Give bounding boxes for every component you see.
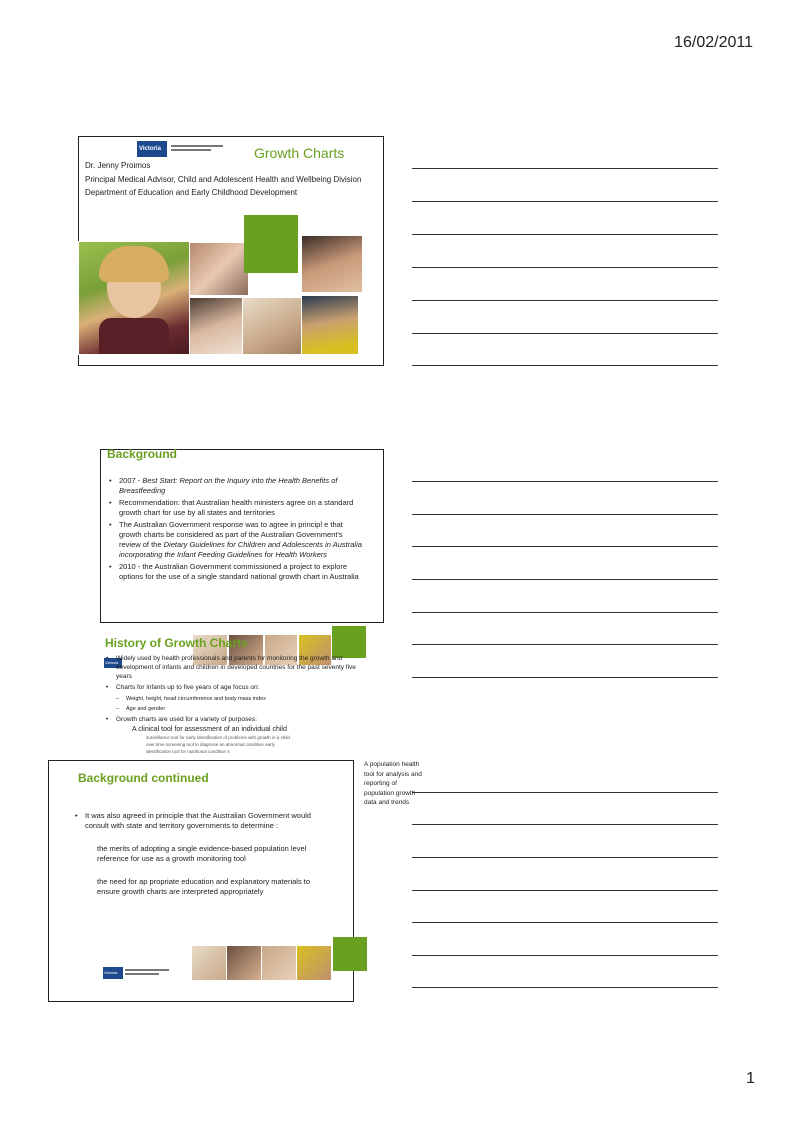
- bullet-item: • Recommendation: that Australian health ministers agree on a standard growth chart for use by all states and territories: [109, 498, 365, 518]
- note-line: [412, 922, 718, 923]
- photo-boy-hat: [301, 295, 359, 355]
- note-line: [412, 824, 718, 825]
- sub-bullet-list: [116, 694, 346, 714]
- note-line: [412, 857, 718, 858]
- slide-title-text: Growth Charts: [254, 145, 345, 161]
- slide-history: [100, 626, 382, 760]
- presenter-role: Principal Medical Advisor, Child and Adolescent Health and Wellbeing Division: [85, 175, 362, 184]
- note-line: [412, 300, 718, 301]
- bullet-item: • Widely used by health professionals and parents for monitoring the growth and development of infants and children in developed countries for the past seventy five years: [106, 654, 358, 681]
- presenter-dept: Department of Education and Early Childhood Development: [85, 188, 298, 197]
- logo-lines: [171, 145, 223, 153]
- print-date: 16/02/2011: [674, 34, 753, 51]
- bullet-item: • It was also agreed in principle that the Australian Government would consult with state and territory governments to determine :: [75, 811, 315, 831]
- bullet-item: • Growth charts are used for a variety of purposes:: [106, 715, 358, 724]
- note-line: [412, 201, 718, 202]
- note-line: [412, 677, 718, 678]
- photo-strip-4: [296, 945, 332, 981]
- logo-lines: [125, 969, 169, 977]
- logo-text: Victoria: [105, 660, 119, 665]
- photo-adult-baby: [189, 297, 243, 355]
- bullet-list: [106, 654, 358, 694]
- bullet-list: [75, 811, 315, 831]
- photo-baby-mother: [189, 242, 249, 296]
- note-line: [412, 579, 718, 580]
- slide-title-text: Background: [107, 447, 178, 461]
- slide-paragraph: the merits of adopting a single evidence-based population level reference for use as a growth monitoring tool: [97, 844, 307, 863]
- logo-text: Victoria: [139, 146, 161, 152]
- photo-drawing: [242, 297, 302, 355]
- photo-strip-2: [226, 945, 262, 981]
- note-line: [412, 955, 718, 956]
- sub-bullet-item: – Weight, height, head circumference and body mass index: [116, 694, 346, 704]
- page-number: 1: [746, 1070, 755, 1087]
- green-square: [333, 937, 367, 971]
- note-line: [412, 365, 718, 366]
- note-line: [412, 546, 718, 547]
- photo-strip-1: [191, 945, 227, 981]
- slide-title-text: Background continued: [78, 771, 209, 785]
- clinical-tool-item: surveillance tool for early identification of problems with growth in a child: [146, 735, 290, 740]
- slide-background: [100, 449, 384, 623]
- clinical-tool-item: identification tool for nutritional condition s: [146, 749, 230, 754]
- bullet-item: • 2010 - the Australian Government commissioned a project to explore options for the use of a single standard national growth chart in Australia: [109, 562, 365, 582]
- photo-father-baby: [301, 235, 363, 293]
- logo-text: Victoria: [104, 970, 118, 975]
- note-line: [412, 890, 718, 891]
- slide-title-text: History of Growth Charts: [105, 636, 248, 650]
- note-line: [412, 168, 718, 169]
- clinical-tool-item: over time screening tool to diagnose an abnormal condition early: [146, 742, 275, 747]
- clinical-tool-heading: A clinical tool for assessment of an individual child: [132, 726, 287, 733]
- bullet-list: [109, 476, 365, 584]
- slide-background-continued: [48, 760, 354, 1002]
- bullet-item: • 2007 - Best Start: Report on the Inquiry into the Health Benefits of Breastfeeding: [109, 476, 365, 496]
- note-line: [412, 333, 718, 334]
- victoria-logo: [137, 141, 167, 157]
- photo-strip-3: [261, 945, 297, 981]
- bullet-list: [106, 715, 358, 724]
- victoria-logo: [103, 967, 123, 979]
- bullet-item: • The Australian Government response was to agree in principl e that growth charts be considered as part of the Australian Government's review of the Dietary Guidelines for Children and Adolescents in Australia incorporating the Infant Feeding Guidelines for Health Workers: [109, 520, 365, 560]
- slide-title: [78, 136, 384, 366]
- note-line: [412, 612, 718, 613]
- bullet-item: • Charts for infants up to five years of age focus on:: [106, 683, 358, 692]
- note-line: [412, 234, 718, 235]
- photo-girl: [78, 241, 190, 355]
- note-line: [412, 514, 718, 515]
- note-line: [412, 644, 718, 645]
- population-note: A population health tool for analysis and reporting of population growth data and trends: [364, 761, 422, 806]
- sub-bullet-item: – Age and gender: [116, 704, 346, 714]
- note-line: [412, 481, 718, 482]
- note-line: [412, 267, 718, 268]
- slide-paragraph: the need for ap propriate education and explanatory materials to ensure growth charts are interpreted appropriately: [97, 877, 311, 896]
- note-line: [412, 987, 718, 988]
- presenter-name: Dr. Jenny Proimos: [85, 161, 151, 170]
- note-line: [412, 792, 718, 793]
- green-square: [244, 215, 298, 273]
